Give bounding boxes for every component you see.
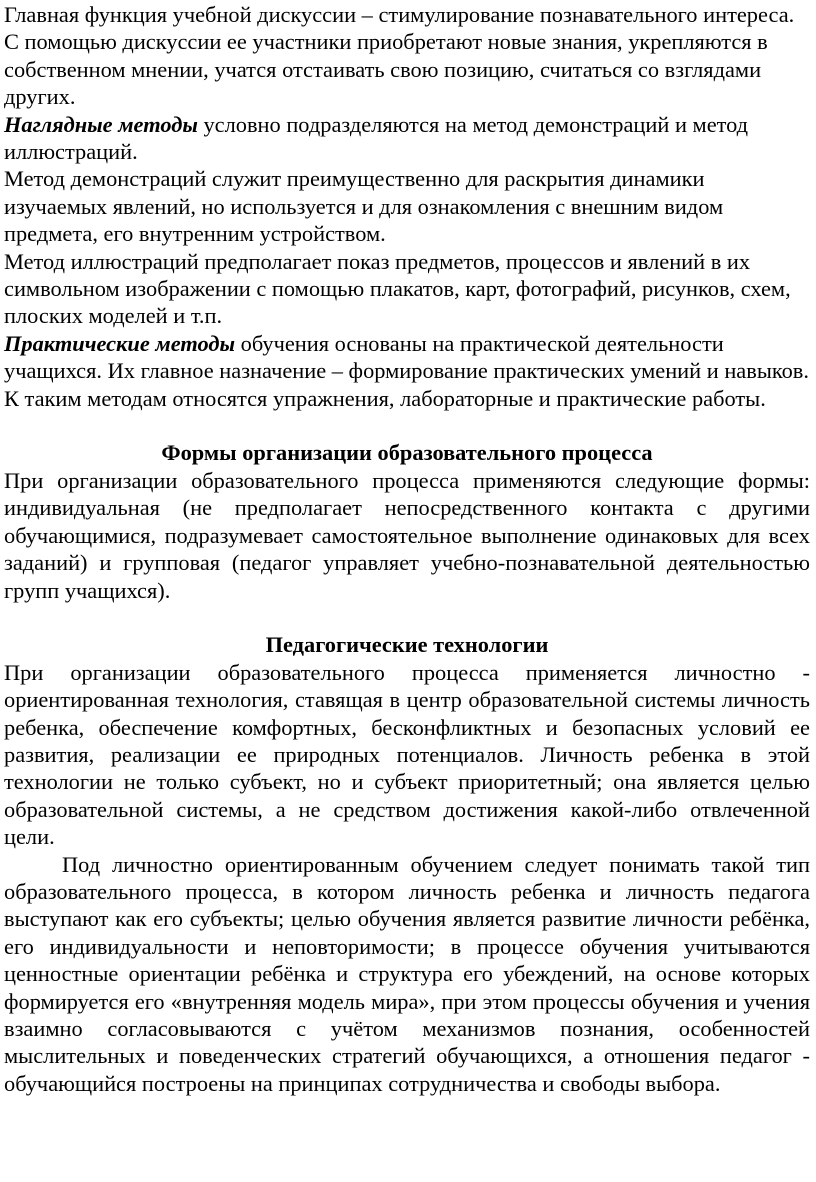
paragraph-forms-organization: При организации образовательного процесса применяются следующие формы: индивидуальная (не предполагает непосредственного контакта с другими обучающимися, подразумевает самостоятельное выполнение одинаковых для всех заданий) и групповая (педагог управляет учебно-познавательной деятельностью групп учащихся).	[4, 467, 810, 603]
blank-line	[4, 604, 810, 631]
term-practical-methods: Практические методы	[4, 330, 236, 356]
paragraph-personality-oriented-technology: При организации образовательного процесса применяется личностно - ориентированная технология, ставящая в центр образовательной системы личность ребенка, обеспечение комфортных, бесконфликтных и безопасных условий ее развития, реализации ее природных потенциалов. Личность ребенка в этой технологии не только субъект, но и субъект приоритетный; она является целью образовательной системы, а не средством достижения какой-либо отвлеченной цели.	[4, 659, 810, 850]
paragraph-illustration-method: Метод иллюстраций предполагает показ предметов, процессов и явлений в их символьном изображении с помощью плакатов, карт, фотографий, рисунков, схем, плоских моделей и т.п.	[4, 248, 791, 329]
visual-methods-text: условно подразделяются на метод демонстраций и метод иллюстраций.	[4, 111, 749, 165]
heading-forms-organization: Формы организации образовательного процесса	[161, 440, 653, 466]
practical-methods-text: обучения основаны на практической деятельности учащихся. Их главное назначение – формирование практических умений и навыков. К таким методам относятся упражнения, лабораторные и практические работы.	[4, 330, 809, 411]
paragraph-demonstration-method: Метод демонстраций служит преимущественно для раскрытия динамики изучаемых явлений, но используется и для ознакомления с внешним видом предмета, его внутренним устройством.	[4, 166, 724, 247]
heading-pedagogical-technologies: Педагогические технологии	[265, 632, 549, 658]
paragraph-practical-methods	[4, 330, 810, 412]
paragraph-visual-methods	[4, 111, 810, 166]
blank-line	[4, 412, 810, 439]
term-visual-methods: Наглядные методы	[4, 111, 198, 137]
paragraph-discussion: Главная функция учебной дискуссии – стимулирование познавательного интереса. С помощью дискуссии ее участники приобретают новые знания, укрепляются в собственном мнении, учатся отстаивать свою позицию, считаться со взглядами других.	[4, 2, 795, 110]
paragraph-personality-oriented-learning: Под личностно ориентированным обучением следует понимать такой тип образовательного процесса, в котором личность ребенка и личность педагога выступают как его субъекты; целью обучения является развитие личности ребёнка, его индивидуальности и неповторимости; в процессе обучения учитываются ценностные ориентации ребёнка и структура его убеждений, на основе которых формируется его «внутренняя модель мира», при этом процессы обучения и учения взаимно согласовываются с учётом механизмов познания, особенностей мыслительных и поведенческих стратегий обучающихся, а отношения педагог - обучающийся построены на принципах сотрудничества и свободы выбора.	[4, 851, 810, 1096]
